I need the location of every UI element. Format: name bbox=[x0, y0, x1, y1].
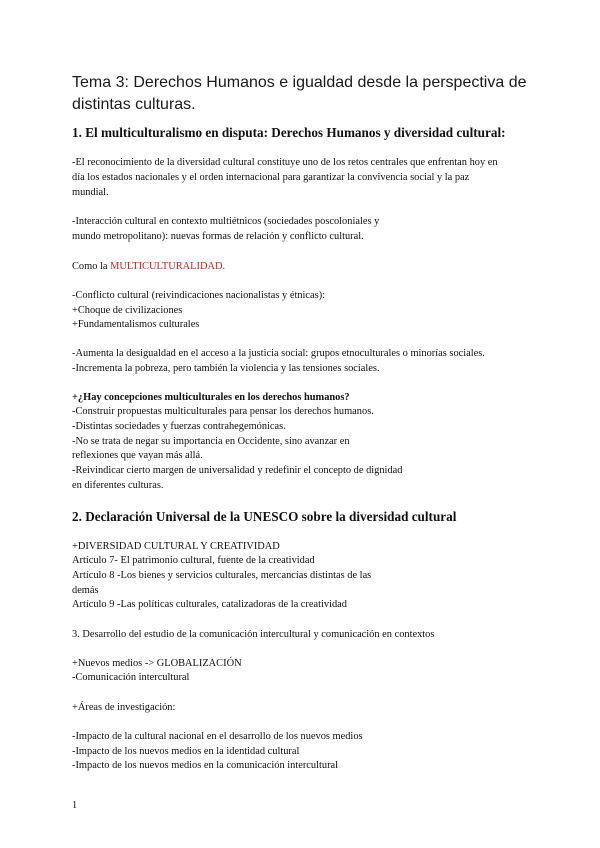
como-prefix: Como la bbox=[72, 261, 111, 272]
areas-title: +Áreas de investigación: bbox=[72, 702, 176, 713]
list-item: +DIVERSIDAD CULTURAL Y CREATIVIDAD bbox=[72, 541, 280, 552]
como-line bbox=[72, 260, 225, 275]
question-line: +¿Hay concepciones multiculturales en los derechos humanos? bbox=[72, 392, 350, 403]
document-title-line-1: Tema 3: Derechos Humanos e igualdad desde la perspectiva de bbox=[72, 74, 527, 91]
list-item: -Impacto de la cultural nacional en el desarrollo de los nuevos medios bbox=[72, 731, 363, 742]
list-item: -No se trata de negar su importancia en Occidente, sino avanzar en bbox=[72, 436, 350, 447]
list-item: -Conflicto cultural (reivindicaciones nacionalistas y étnicas): bbox=[72, 290, 326, 301]
list-item: Artículo 7- El patrimonio cultural, fuente de la creatividad bbox=[72, 555, 315, 566]
list-item: Artículo 9 -Las políticas culturales, catalizadoras de la creatividad bbox=[72, 599, 347, 610]
list-item: -Comunicación intercultural bbox=[72, 672, 190, 683]
list-item: -Impacto de los nuevos medios en la comunicación intercultural bbox=[72, 760, 339, 771]
list-item: +Nuevos medios -> GLOBALIZACIÓN bbox=[72, 658, 242, 669]
paragraph-line: mundial. bbox=[72, 187, 109, 198]
section-3-heading: 3. Desarrollo del estudio de la comunicación intercultural y comunicación en contextos bbox=[72, 629, 435, 640]
list-item: Artículo 8 -Los bienes y servicios culturales, mercancías distintas de las bbox=[72, 570, 372, 581]
paragraph-line: -El reconocimiento de la diversidad cultural constituye uno de los retos centrales que enfrentan hoy en bbox=[72, 157, 498, 168]
list-item: reflexiones que vayan más allá. bbox=[72, 450, 203, 461]
paragraph-line: mundo metropolitano): nuevas formas de relación y conflicto cultural. bbox=[72, 231, 364, 242]
paragraph-line: -Interacción cultural en contexto multiétnicos (sociedades poscoloniales y bbox=[72, 216, 380, 227]
list-item: +Choque de civilizaciones bbox=[72, 305, 183, 316]
list-item: -Reivindicar cierto margen de universalidad y redefinir el concepto de dignidad bbox=[72, 465, 403, 476]
list-item: -Impacto de los nuevos medios en la identidad cultural bbox=[72, 746, 300, 757]
list-item: +Fundamentalismos culturales bbox=[72, 319, 200, 330]
section-2-heading: 2. Declaración Universal de la UNESCO sobre la diversidad cultural bbox=[72, 509, 457, 524]
list-item: -Incrementa la pobreza, pero también la violencia y las tensiones sociales. bbox=[72, 363, 380, 374]
document-title-line-2: distintas culturas. bbox=[72, 96, 196, 113]
list-item: -Distintas sociedades y fuerzas contrahegemónicas. bbox=[72, 421, 286, 432]
list-item: demás bbox=[72, 585, 99, 596]
paragraph-line: día los estados nacionales y el orden internacional para garantizar la convivencia social y la paz bbox=[72, 172, 470, 183]
list-item: -Construir propuestas multiculturales para pensar los derechos humanos. bbox=[72, 406, 374, 417]
section-1-heading: 1. El multiculturalismo en disputa: Derechos Humanos y diversidad cultural: bbox=[72, 125, 506, 140]
list-item: -Aumenta la desigualdad en el acceso a la justicia social: grupos etnoculturales o minorías sociales. bbox=[72, 348, 485, 359]
page-number: 1 bbox=[72, 800, 78, 811]
list-item: en diferentes culturas. bbox=[72, 480, 164, 491]
multiculturalidad-highlight: MULTICULTURALIDAD. bbox=[110, 261, 226, 272]
